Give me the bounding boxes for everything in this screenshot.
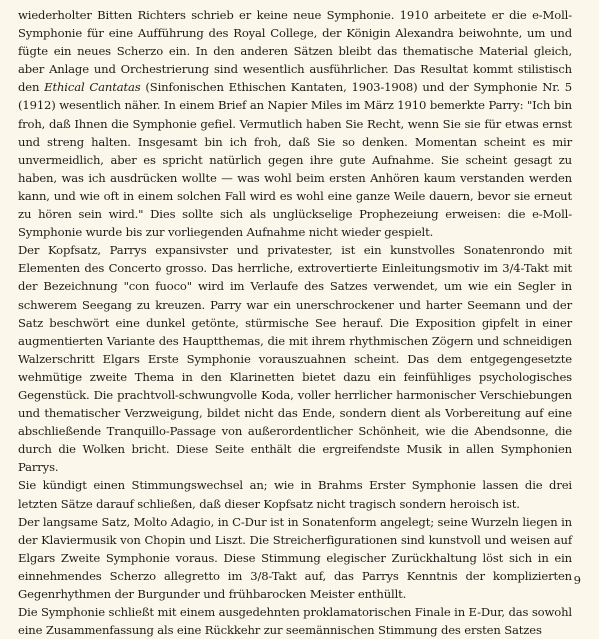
body-text: [18, 6, 572, 639]
paragraph-1: [18, 6, 572, 241]
paragraph-2: Der Kopfsatz, Parrys expansivster und privatester, ist ein kunstvolles Sonatenrondo mit Elementen des Concerto grosso. Das herrliche, extrovertierte Einleitungsmotiv im 3/4-Takt mit der Bezeichnung "con fuoco" wird im Verlaufe des Satzes verwendet, um wie ein Segler in schwerem Seegang zu kreuzen. Parry war ein unerschrockener und harter Seemann und der Satz beschwört eine dunkel getönte, stürmische See herauf. Die Exposition gipfelt in einer augmentierten Variante des Hauptthemas, die mit ihrem rhythmischen Zögern und schneidigen Walzerschritt Elgars Erste Symphonie vorauszuahnen scheint. Das dem entgegengesetzte wehmütige zweite Thema in den Klarinetten bietet dazu ein feinfühliges psychologisches Gegenstück. Die prachtvoll-schwungvolle Koda, voller herrlicher harmonischer Verschiebungen und thematischer Verzweigung, bildet nicht das Ende, sondern dient als Vorbereitung auf eine abschließende Tranquillo-Passage von außerordentlicher Schönheit, wie die Abendsonne, die durch die Wolken bricht. Diese Seite enthält die ergreifendste Musik in allen Symphonien Parrys.: [18, 243, 572, 475]
paragraph-4: Der langsame Satz, Molto Adagio, in C-Dur ist in Sonatenform angelegt; seine Wurzeln liegen in der Klaviermusik von Chopin und Liszt. Die Streicherfigurationen sind kunstvoll und weisen auf Elgars Zweite Symphonie voraus. Diese Stimmung elegischer Zurückhaltung löst sich in ein einnehmendes Scherzo allegretto im 3/8-Takt auf, das Parrys Kenntnis der komplizierten Gegenrhythmen der Burgunder und frühbarocken Meister enthüllt.: [18, 514, 572, 601]
paragraph-3: Sie kündigt einen Stimmungswechsel an; wie in Brahms Erster Symphonie lassen die drei letzten Sätze darauf schließen, daß dieser Kopfsatz nicht tragisch sondern heroisch ist.: [18, 478, 572, 511]
work-title-italic: Ethical Cantatas: [44, 80, 141, 95]
paragraph-5: Die Symphonie schließt mit einem ausgedehnten proklamatorischen Finale in E-Dur, das sowohl eine Zusammenfassung als eine Rückkehr zur seemännischen Stimmung des ersten Satzes: [18, 605, 572, 638]
paragraph-1-start: wiederholter Bitten Richters schrieb er keine neue Symphonie. 1910 arbeitete er die e-Moll-Symphonie für eine Aufführung des Royal College, der Königin Alexandra beiwohnte, um und fügte ein neues Scherzo ein. In den anderen Sätzen bleibt das thematische Material gleich, aber Anlage und Orchestrierung sind wesentlich ausführlicher. Das Resultat kommt stilistisch den: [18, 8, 572, 95]
page-number: 9: [573, 573, 581, 587]
paragraph-1-rest: (Sinfonischen Ethischen Kantaten, 1903-1908) und der Symphonie Nr. 5 (1912) wesentlich näher. In einem Brief an Napier Miles im März 1910 bemerkte Parry: "Ich bin froh, daß Ihnen die Symphonie gefiel. Vermutlich haben Sie Recht, wenn Sie sie für etwas ernst und streng halten. Insgesamt bin ich froh, daß Sie so denken. Momentan scheint es mir unvermeidlich, aber es spricht natürlich gegen ihre gute Aufnahme. Sie scheint gesagt zu haben, was ich ausdrücken wollte — was wohl beim ersten Anhören kaum verstanden werden kann, und wie oft in einem solchen Fall wird es wohl eine ganze Weile dauern, bevor sie erneut zu hören sein wird." Dies sollte sich als unglückselige Prophezeiung erweisen: die e-Moll-Symphonie wurde bis zur vorliegenden Aufnahme nicht wieder gespielt.: [18, 80, 572, 240]
